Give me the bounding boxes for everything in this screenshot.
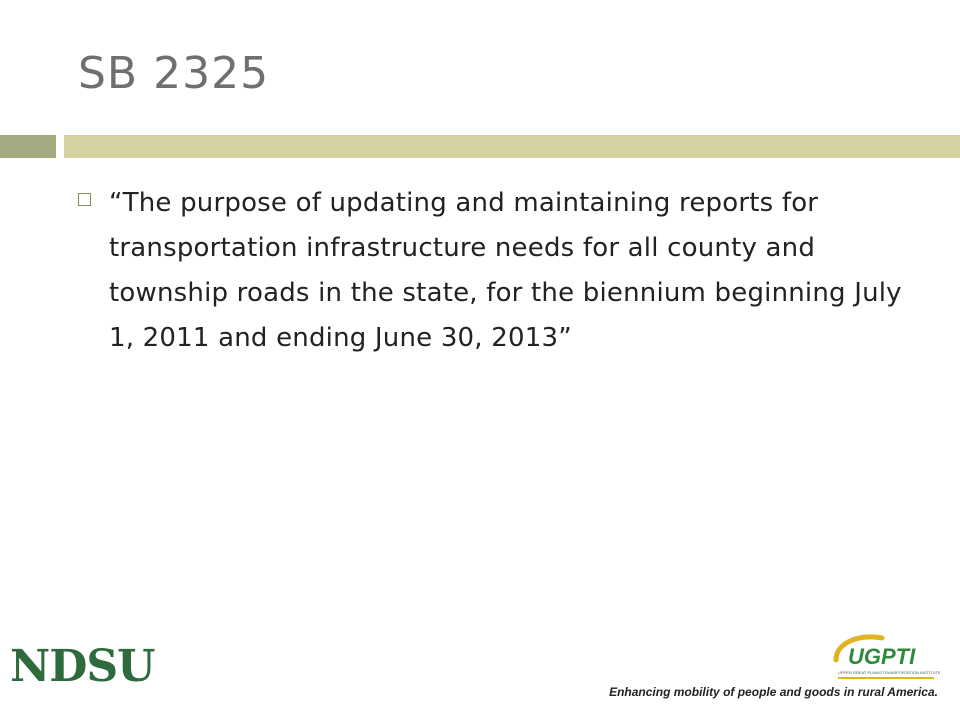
ugpti-logo-subtext: UPPER GREAT PLAINS TRANSPORTATION INSTITUTE xyxy=(838,670,941,675)
title-rule-right xyxy=(64,135,960,158)
bullet-text: “The purpose of updating and maintaining reports for transportation infrastructure needs for all county and township roads in the state, for the biennium beginning July 1, 2011 and ending June 30, 2013” xyxy=(109,188,902,353)
ugpti-underline xyxy=(838,677,934,679)
slide-title: SB 2325 xyxy=(78,48,270,99)
ugpti-logo-text: UGPTI xyxy=(848,644,916,669)
ndsu-logo: NDSU xyxy=(10,641,155,692)
footer-tagline: Enhancing mobility of people and goods in rural America. xyxy=(609,685,938,699)
ugpti-logo xyxy=(830,630,942,684)
square-bullet-icon xyxy=(78,193,91,206)
bullet-item xyxy=(78,181,908,361)
title-rule-left xyxy=(0,135,56,158)
